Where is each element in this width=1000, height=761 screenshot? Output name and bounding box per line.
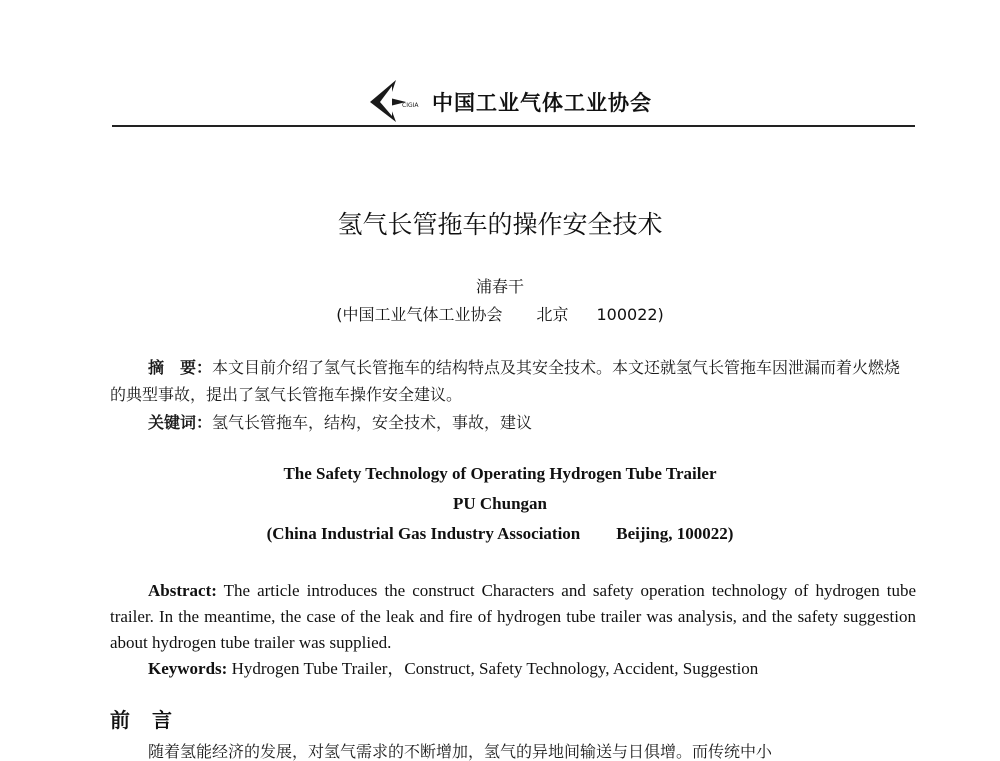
keywords-en-text: Hydrogen Tube Trailer，Construct, Safety Technology, Accident, Suggestion <box>227 659 759 678</box>
affiliation-en-city: Beijing, 100022) <box>616 524 734 543</box>
organization-name: 中国工业气体工业协会 <box>432 91 652 115</box>
keywords-zh <box>110 409 916 436</box>
abstract-en <box>110 578 916 656</box>
abstract-en-text: The article introduces the construct Characters and safety operation technology of hydrogen tube trailer. In the meantime, the case of the leak and fire of hydrogen tube trailer was analysis, and the safety suggestion about hydrogen tube trailer was supplied. <box>110 581 916 652</box>
affiliation-zh-postcode: 100022) <box>596 305 664 324</box>
author-en: PU Chungan <box>452 494 547 513</box>
paper-title-en: The Safety Technology of Operating Hydrogen Tube Trailer <box>283 464 717 483</box>
abstract-zh-text: 本文目前介绍了氢气长管拖车的结构特点及其安全技术。本文还就氢气长管拖车因泄漏而着火燃烧的典型事故，提出了氢气长管拖车操作安全建议。 <box>110 358 901 404</box>
keywords-en-label: Keywords: <box>148 659 228 678</box>
author-zh: 浦春干 <box>475 277 524 296</box>
affiliation-zh-org: (中国工业气体工业协会 <box>336 305 503 324</box>
header-divider <box>112 125 915 127</box>
keywords-en <box>110 656 916 682</box>
keywords-zh-text: 氢气长管拖车，结构，安全技术，事故，建议 <box>212 413 533 432</box>
abstract-zh <box>110 354 916 408</box>
section-heading-part2: 言 <box>152 708 172 732</box>
affiliation-zh <box>0 302 1000 325</box>
logo-text: CIGIA <box>402 102 419 109</box>
intro-paragraph: 随着氢能经济的发展，对氢气需求的不断增加，氢气的异地间输送与日俱增。而传统中小 <box>148 742 773 761</box>
section-heading-part1: 前 <box>110 708 130 732</box>
keywords-zh-label: 关键词： <box>148 413 213 432</box>
affiliation-en-org: (China Industrial Gas Industry Association <box>266 524 581 543</box>
association-logo <box>362 76 426 124</box>
affiliation-zh-city: 北京 <box>536 305 569 324</box>
paper-title-zh: 氢气长管拖车的操作安全技术 <box>337 210 663 239</box>
abstract-en-label: Abstract: <box>148 581 217 600</box>
section-heading-preface <box>110 704 172 733</box>
abstract-zh-label: 摘 要： <box>148 358 213 377</box>
affiliation-en <box>0 524 1000 544</box>
